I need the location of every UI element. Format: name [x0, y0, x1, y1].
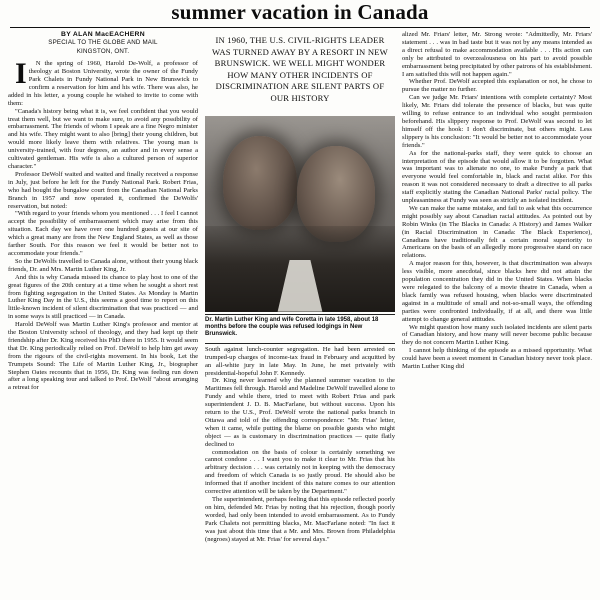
- byline: [8, 31, 198, 56]
- paragraph: "Canada's history being what it is, we feel confident that you would treat them well, but we want to make sure, to avoid any possibility of embarrassment. The friends of whom I speak are a fine Negro minister and his wife. They might want to also [bring] their young children, but would more likely leave them with relatives. The young man is university-trained, with four degrees, an author and in every sense a cultivated gentleman. His wife is also a cultured person of superior character.": [8, 107, 198, 170]
- byline-author: BY ALAN MacEACHERN: [61, 31, 145, 38]
- paragraph: South against lunch-counter segregation. He had been arrested on trumped-up charges of income-tax fraud in February and acquitted by an all-white jury in late May. In June, he met privately with presidential-hopeful John F. Kennedy.: [205, 345, 395, 377]
- photo-caption: Dr. Martin Luther King and wife Coretta in late 1958, about 18 months before the couple was refused lodgings in New Brunswick.: [205, 316, 379, 338]
- paragraph: So the DeWolfs travelled to Canada alone, without their young black friends, Dr. and Mrs. Martin Luther King, Jr.: [8, 257, 198, 273]
- byline-source: SPECIAL TO THE GLOBE AND MAIL: [48, 39, 158, 47]
- article-column-3: [402, 31, 592, 594]
- paragraph: "With regard to your friends whom you mentioned . . . I feel I cannot accept the possibility of embarrassment which may arise from this situation. Each day we have over one hundred guests at our site of which a great many are from the New England States, as well as those farther South. For this reason we feel it would be better not to accommodate your friends.": [8, 210, 198, 257]
- paragraph: IN the spring of 1960, Harold De-Wolf, a professor of theology at Boston University, wrote the owner of the Fundy Park Chalets in Fundy National Park in New Brunswick to confirm a reservation for him and his wife. There was also, he added in his letter, a young couple he wished to invite to come with them:: [8, 57, 198, 107]
- paragraph: A major reason for this, however, is that discrimination was always less visible, more anecdotal, since blacks here did not attain the population concentration they did in the United States. When blacks were relegated to the balcony of a movie theatre in Canada, when a black family was refused housing, when blacks were discriminated against in a multitude of small and not-so-small ways, the offending parties were confronted individually, if at all, and there was little attempt to change general attitudes.: [402, 260, 592, 323]
- paragraph: Harold DeWolf was Martin Luther King's professor and mentor at the Boston University school of theology, and they had kept up their friendship after Dr. King received his PhD there in 1955. It would seem that Dr. King periodically relied on Prof. DeWolf to help him get away from the rigours of the civil-rights movement. In his book, Let the Trumpets Sound: The Life of Martin Luther King, Jr., biographer Stephen Oates recounts that in 1956, Dr. King was feeling run down after a long speaking tour and talked to Prof. DeWolf "about arranging a retreat for: [8, 321, 198, 392]
- article-body-3: [402, 31, 592, 371]
- byline-location: KINGSTON, ONT.: [76, 47, 130, 55]
- article-deck: IN 1960, THE U.S. CIVIL-RIGHTS LEADER WAS TURNED AWAY BY A RESORT IN NEW BRUNSWICK. WE WELL MIGHT WONDER HOW MANY OTHER INCIDENTS OF DISCRIMINATION ARE SILENT PARTS OF OUR HISTORY: [212, 35, 388, 103]
- paragraph: commodation on the basis of colour is certainly something we cannot condone . . . I want you to make it clear to Mr. Frias that his arbitrary decision . . . was certainly not in keeping with the democracy and freedom of which Canada is so justly proud. He should also be informed that if another incident of this nature comes to our attention corrective attention will be taken by the Department.": [205, 448, 395, 496]
- mlk-and-coretta-photo: [205, 116, 395, 312]
- article-body-2: [205, 346, 395, 544]
- paragraph: alized Mr. Friars' letter, Mr. Strong wrote: "Admittedly, Mr. Friars' statement . . . was in bad taste but it was not by any means intended as a direct refusal to make accommodation available . . . His action can only be attributed to overzealousness on his part to avoid possible embarrassment being precipitated by other patrons of his establishment. I am satisfied this will not happen again.": [402, 31, 592, 78]
- article-body-1: [8, 57, 198, 392]
- paragraph: And this is why Canada missed its chance to play host to one of the great figures of the 20th century at a time when he sought a short rest from fighting segregation in the United States. As Monday is Martin Luther King Day in the U.S., this seems a good time to report on this little-known incident of silent discrimination that was practiced — and in some ways is still practiced — in Canada.: [8, 273, 198, 321]
- paragraph: As for the national-parks staff, they were quick to choose an interpretation of the episode that would allow it to be forgotten. What was important was to alienate no one, to make Fundy a park that everyone would feel comfortable in, black and racist alike. For this reason it was not considered necessary to draft a directive to all parks staff explicitly stating the Canadian National Parks' racial policy. The unpleasantness at Fundy was seen as strictly an isolated incident.: [402, 149, 592, 205]
- article-columns: [8, 31, 592, 594]
- article-column-2: [205, 31, 395, 594]
- paragraph: Can we judge Mr. Friars' intentions with complete certainty? Most likely, Mr. Friars did tolerate the presence of blacks, but was quite willing to refuse entrance to an individual who sought permission beforehand. His slippery response to Prof. DeWolf was second to let himself off the hook: I don't discriminate, but others might. Less slippery is his conclusion: "It would be better not to accommodate your friends.": [402, 94, 592, 149]
- headline-divider: [10, 27, 590, 28]
- paragraph: We might question how many such isolated incidents are silent parts of Canadian history, and how many will never become public because they do not concern Martin Luther King.: [402, 323, 592, 347]
- caption-divider: [205, 314, 395, 315]
- article-column-1: [8, 31, 198, 594]
- paragraph: Professor DeWolf waited and waited and finally received a response in July, just before he left for the Fundy National Park. Robert Frias, who had bought the bungalow court from the Canadian National Parks Branch in 1957 and now operated it, confirmed the DeWolfs' reservation, but noted:: [8, 170, 198, 210]
- caption-divider-bottom: [205, 343, 395, 344]
- paragraph: Whether Prof. DeWolf accepted this explanation or not, he chose to pursue the matter no further.: [402, 78, 592, 94]
- paragraph: Dr. King never learned why the planned summer vacation to the Maritimes fell through. Harold and Madeline DeWolf travelled alone to Fundy and while there, tried to meet with Robert Frias and park superintendent J. D. B. MacFarlane, but without success. Upon his return to the U.S., Prof. DeWolf wrote the national parks branch in Ottawa and told of the offending correspondence: "Mr. Frias' letter, when it came, while putting the blame on possible guests who might object — as is customary in discrimination practices — quite flatly declined to: [205, 377, 395, 448]
- photo-figure-coretta: [223, 136, 297, 230]
- page-title: summer vacation in Canada: [171, 0, 429, 24]
- paragraph: We can make the same mistake, and fail to ask what this occurrence might possibly say about Canadian racial attitudes. As pointed out by Robin Winks (in The Blacks in Canada: A History) and James Walker (in Racial Discrimination in Canada: The Black Experience), Canadians have traditionally felt a certain moral superiority to Americans on the basis of an allegedly more progressive stand on race relations.: [402, 204, 592, 260]
- paragraph: The superintendent, perhaps feeling that this episode reflected poorly on him, defended Mr. Frias by noting that his rejection, though poorly worded, had only been intended to avoid embarrassment. As to Fundy Park Chalets not permitting blacks, Mr. MacFarlane noted: "In fact it was just about this time that a Mr. and Mrs. Brown from Philadelphia (negroes) stayed at Mr. Frias' for several days.": [205, 496, 395, 543]
- paragraph: I cannot help thinking of the episode as a missed opportunity. What could have been a sweet moment in Canadian history never took place. Martin Luther King did: [402, 347, 592, 371]
